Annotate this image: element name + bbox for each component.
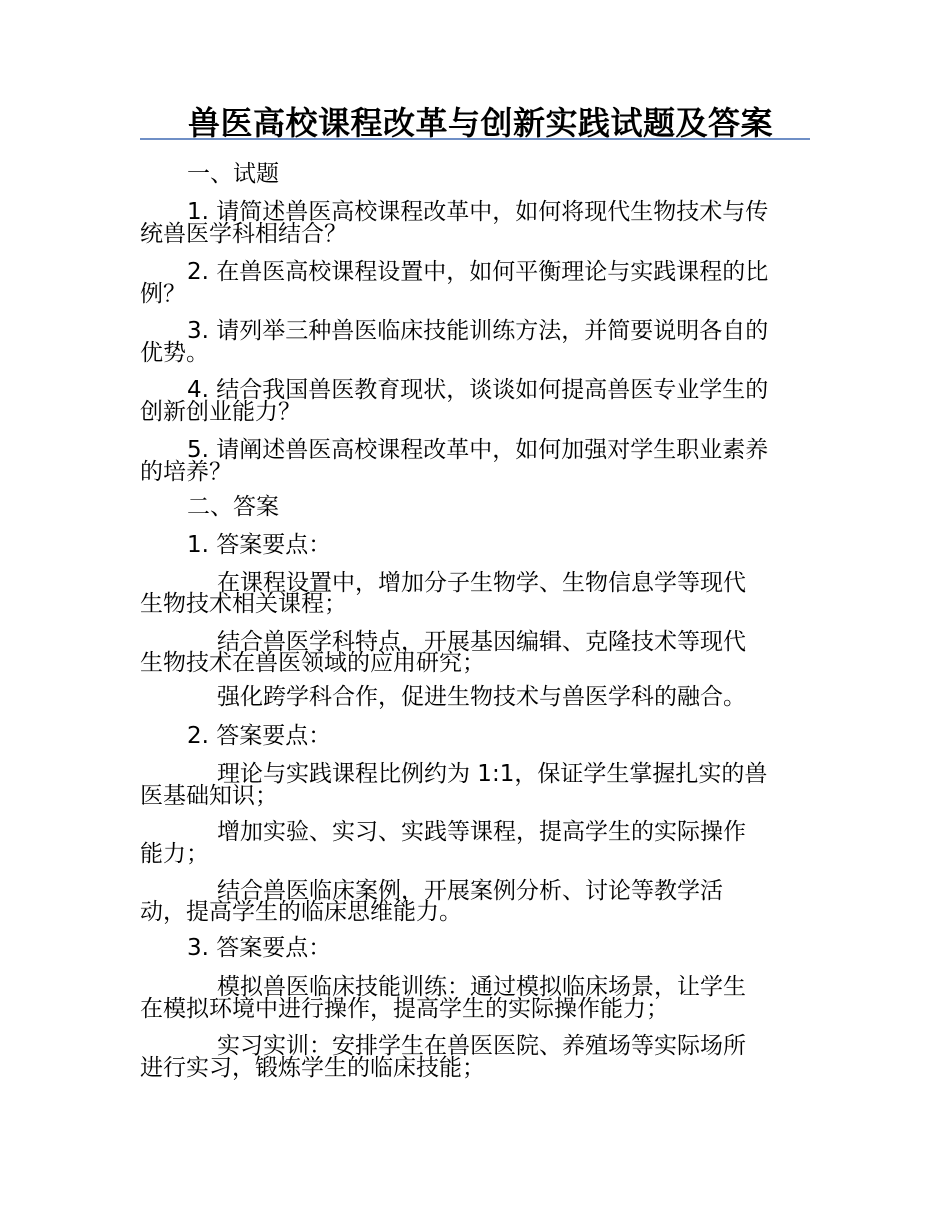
question-2-line-1: 2. 在兽医高校课程设置中，如何平衡理论与实践课程的比 — [187, 259, 769, 285]
answer-3-point-1-line-2: 在模拟环境中进行操作，提高学生的实际操作能力； — [140, 996, 669, 1022]
questions-heading: 一、试题 — [187, 161, 279, 187]
answer-1-point-1-line-2: 生物技术相关课程； — [140, 591, 347, 617]
answer-2-point-3-line-2: 动，提高学生的临床思维能力。 — [140, 899, 462, 925]
answer-2-point-2-line-2: 能力； — [140, 841, 209, 867]
question-1-line-2: 统兽医学科相结合？ — [140, 221, 347, 247]
answer-2-point-1-line-1: 理论与实践课程比例约为 1:1，保证学生掌握扎实的兽 — [217, 761, 768, 787]
answer-1-point-2-line-1: 结合兽医学科特点，开展基因编辑、克隆技术等现代 — [217, 629, 746, 655]
answer-1-point-3: 强化跨学科合作，促进生物技术与兽医学科的融合。 — [217, 684, 746, 710]
question-5-line-2: 的培养？ — [140, 459, 232, 485]
question-3-line-2: 优势。 — [140, 340, 209, 366]
question-2-line-2: 例？ — [140, 281, 186, 307]
question-3-line-1: 3. 请列举三种兽医临床技能训练方法，并简要说明各自的 — [187, 318, 769, 344]
answer-1-point-2-line-2: 生物技术在兽医领域的应用研究； — [140, 650, 485, 676]
answer-2-point-1-line-2: 医基础知识； — [140, 783, 278, 809]
question-4-line-2: 创新创业能力？ — [140, 399, 301, 425]
question-5-line-1: 5. 请阐述兽医高校课程改革中，如何加强对学生职业素养 — [187, 437, 769, 463]
title-underline — [140, 138, 810, 140]
question-4-line-1: 4. 结合我国兽医教育现状，谈谈如何提高兽医专业学生的 — [187, 377, 769, 403]
document-title: 兽医高校课程改革与创新实践试题及答案 — [188, 104, 774, 142]
answer-3-point-1-line-1: 模拟兽医临床技能训练：通过模拟临床场景，让学生 — [217, 974, 746, 1000]
answers-heading: 二、答案 — [187, 494, 279, 520]
answer-2-point-2-line-1: 增加实验、实习、实践等课程，提高学生的实际操作 — [217, 819, 746, 845]
answer-3-point-2-line-2: 进行实习，锻炼学生的临床技能； — [140, 1055, 485, 1081]
question-1-line-1: 1. 请简述兽医高校课程改革中，如何将现代生物技术与传 — [187, 199, 769, 225]
answer-1-point-1-line-1: 在课程设置中，增加分子生物学、生物信息学等现代 — [217, 570, 746, 596]
answer-3-point-2-line-1: 实习实训：安排学生在兽医医院、养殖场等实际场所 — [217, 1033, 746, 1059]
answer-2-heading: 2. 答案要点： — [187, 723, 332, 749]
answer-3-heading: 3. 答案要点： — [187, 935, 332, 961]
answer-1-heading: 1. 答案要点： — [187, 532, 332, 558]
answer-2-point-3-line-1: 结合兽医临床案例，开展案例分析、讨论等教学活 — [217, 878, 723, 904]
